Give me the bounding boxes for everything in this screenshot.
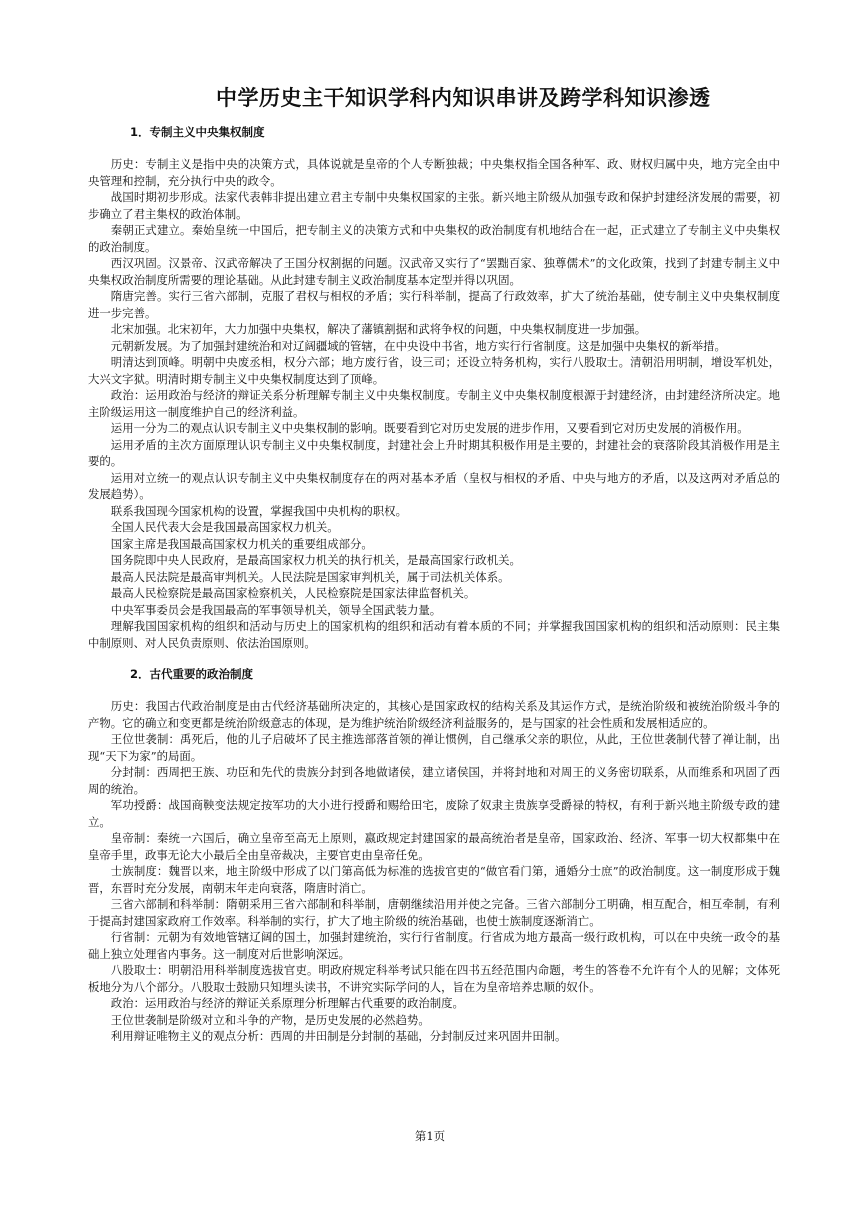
paragraph: 全国人民代表大会是我国最高国家权力机关。 — [110, 520, 339, 534]
paragraph: 最高人民检察院是最高国家检察机关，人民检察院是国家法律监督机关。 — [110, 586, 476, 600]
paragraph: 皇帝制：秦统一六国后，确立皇帝至高无上原则，嬴政规定封建国家的最高统治者是皇帝，国家政治、经济、军事一切大权都集中在皇帝手里，政事无论大小最后全由皇帝裁决，主要官吏由皇帝任免。 — [88, 831, 780, 862]
paragraph: 运用矛盾的主次方面原理认识专制主义中央集权制度，封建社会上升时期其积极作用是主要的，封建社会的衰落阶段其消极作用是主要的。 — [88, 437, 780, 468]
section-paragraphs — [88, 156, 780, 651]
paragraph: 士族制度：魏晋以来，地主阶级中形成了以门第高低为标准的选拔官吏的“做官看门第，通婚分士庶”的政治制度。这一制度形成于魏晋，东晋时充分发展，南朝末年走向衰落，隋唐时消亡。 — [88, 864, 780, 895]
paragraph: 隋唐完善。实行三省六部制，克服了君权与相权的矛盾；实行科举制，提高了行政效率，扩大了统治基础，使专制主义中央集权制度进一步完善。 — [88, 289, 780, 320]
section-heading: 1．专制主义中央集权制度 — [130, 125, 265, 139]
section-paragraphs — [88, 698, 780, 1045]
paragraph: 利用辩证唯物主义的观点分析：西周的井田制是分封制的基础，分封制反过来巩固井田制。 — [110, 1029, 567, 1043]
paragraph: 历史：我国古代政治制度是由古代经济基础所决定的，其核心是国家政权的结构关系及其运作方式，是统治阶级和被统治阶级斗争的产物。它的确立和变更都是统治阶级意志的体现，是为维护统治阶级经济利益服务的，是与国家的社会性质和发展相适应的。 — [88, 699, 780, 730]
paragraph: 明清达到顶峰。明朝中央废丞相，权分六部；地方废行省，设三司；还设立特务机构，实行八股取士。清朝沿用明制，增设军机处，大兴文字狱。明清时期专制主义中央集权制度达到了顶峰。 — [88, 355, 780, 386]
page-number: 第1页 — [414, 1129, 446, 1143]
paragraph: 运用对立统一的观点认识专制主义中央集权制度存在的两对基本矛盾（皇权与相权的矛盾、中央与地方的矛盾，以及这两对矛盾总的发展趋势）。 — [88, 470, 780, 501]
paragraph: 行省制：元朝为有效地管辖辽阔的国土，加强封建统治，实行行省制度。行省成为地方最高一级行政机构，可以在中央统一政令的基础上独立处理省内事务。这一制度对后世影响深远。 — [88, 930, 780, 961]
paragraph: 王位世袭制是阶级对立和斗争的产物，是历史发展的必然趋势。 — [110, 1012, 430, 1027]
section-heading: 2．古代重要的政治制度 — [130, 667, 254, 681]
paragraph: 政治：运用政治与经济的辩证关系分析理解专制主义中央集权制度。专制主义中央集权制度根源于封建经济，由封建经济所决定。地主阶级运用这一制度维护自己的经济利益。 — [88, 388, 780, 419]
section-1 — [88, 123, 780, 651]
paragraph: 中央军事委员会是我国最高的军事领导机关，领导全国武装力量。 — [110, 602, 442, 617]
paragraph: 三省六部制和科举制：隋朝采用三省六部制和科举制，唐朝继续沿用并使之完备。三省六部制分工明确，相互配合，相互牵制，有利于提高封建国家政府工作效率。科举制的实行，扩大了地主阶级的统治基础，也使士族制度逐渐消亡。 — [88, 897, 780, 928]
paragraph: 秦朝正式建立。秦始皇统一中国后，把专制主义的决策方式和中央集权的政治制度有机地结合在一起，正式建立了专制主义中央集权的政治制度。 — [88, 223, 780, 254]
paragraph: 历史：专制主义是指中央的决策方式，具体说就是皇帝的个人专断独裁；中央集权指全国各种军、政、财权归属中央，地方完全由中央管理和控制，充分执行中央的政令。 — [88, 157, 780, 188]
paragraph: 运用一分为二的观点认识专制主义中央集权制的影响。既要看到它对历史发展的进步作用，又要看到它对历史发展的消极作用。 — [110, 421, 749, 435]
paragraph: 军功授爵：战国商鞅变法规定按军功的大小进行授爵和赐给田宅，废除了奴隶主贵族享受爵禄的特权，有利于新兴地主阶级专政的建立。 — [88, 798, 780, 829]
paragraph: 分封制：西周把王族、功臣和先代的贵族分封到各地做诸侯，建立诸侯国，并将封地和对周王的义务密切联系，从而维系和巩固了西周的统治。 — [88, 765, 780, 796]
paragraph: 八股取士：明朝沿用科举制度选拔官吏。明政府规定科举考试只能在四书五经范围内命题，考生的答卷不允许有个人的见解；文体死板地分为八个部分。八股取士鼓励只知埋头读书，不讲究实际学问的人，旨在为皇帝培养忠顺的奴仆。 — [88, 963, 780, 994]
paragraph: 政治：运用政治与经济的辩证关系原理分析理解古代重要的政治制度。 — [110, 996, 464, 1010]
paragraph: 西汉巩固。汉景帝、汉武帝解决了王国分权割据的问题。汉武帝又实行了“罢黜百家、独尊儒术”的文化政策，找到了封建专制主义中央集权政治制度所需要的理论基础。从此封建专制主义政治制度基本定型并得以巩固。 — [88, 256, 780, 287]
section-2 — [88, 665, 780, 1045]
paragraph: 北宋加强。北宋初年，大力加强中央集权，解决了藩镇割据和武将争权的问题，中央集权制度进一步加强。 — [110, 322, 647, 336]
paragraph: 战国时期初步形成。法家代表韩非提出建立君主专制中央集权国家的主张。新兴地主阶级从加强专政和保护封建经济发展的需要，初步确立了君主集权的政治体制。 — [88, 190, 780, 221]
paragraph: 国务院即中央人民政府，是最高国家权力机关的执行机关，是最高国家行政机关。 — [110, 553, 521, 567]
paragraph: 联系我国现今国家机构的设置，掌握我国中央机构的职权。 — [110, 503, 407, 518]
paragraph: 理解我国国家机构的组织和活动与历史上的国家机构的组织和活动有着本质的不同；并掌握我国国家机构的组织和活动原则：民主集中制原则、对人民负责原则、依法治国原则。 — [88, 619, 780, 650]
document-title: 中学历史主干知识学科内知识串讲及跨学科知识渗透 — [216, 86, 711, 110]
document-page — [88, 84, 780, 1045]
paragraph: 元朝新发展。为了加强封建统治和对辽阔疆域的管辖，在中央设中书省，地方实行行省制度。这是加强中央集权的新举措。 — [110, 338, 726, 353]
paragraph: 最高人民法院是最高审判机关。人民法院是国家审判机关，属于司法机关体系。 — [110, 569, 510, 584]
paragraph: 王位世袭制：禹死后，他的儿子启破坏了民主推选部落首领的禅让惯例，自己继承父亲的职位，从此，王位世袭制代替了禅让制，出现“天下为家”的局面。 — [88, 732, 780, 763]
paragraph: 国家主席是我国最高国家权力机关的重要组成部分。 — [110, 536, 373, 551]
